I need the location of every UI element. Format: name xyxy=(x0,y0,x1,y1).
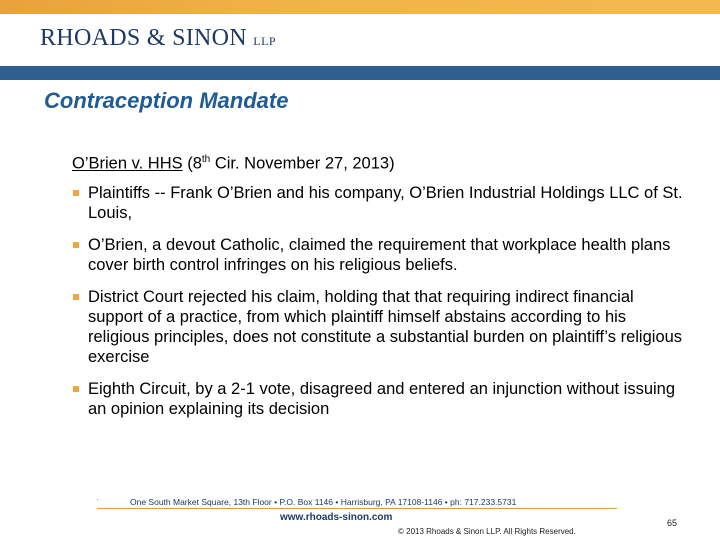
case-court-date: Cir. November 27, 2013) xyxy=(210,154,395,173)
list-item xyxy=(73,235,688,275)
bullet-text: Eighth Circuit, by a 2-1 vote, disagreed and entered an injunction without issuing an opinion explaining its decision xyxy=(88,380,676,418)
square-bullet-icon xyxy=(73,190,79,196)
footer-address: One South Market Square, 13th Floor • P.O. Box 1146 • Harrisburg, PA 17108-1146 • ph: 717.233.5731 xyxy=(130,497,517,507)
footer-dot: · xyxy=(96,495,99,504)
square-bullet-icon xyxy=(73,242,79,248)
slide-title: Contraception Mandate xyxy=(44,88,289,113)
footer-website-link[interactable]: www.rhoads-sinon.com xyxy=(280,512,393,523)
logo-part-1: RHOADS xyxy=(40,25,141,51)
logo-part-2: SINON xyxy=(172,25,247,51)
list-item xyxy=(73,183,688,223)
case-citation xyxy=(72,154,395,174)
square-bullet-icon xyxy=(73,386,79,392)
footer-divider xyxy=(97,508,617,509)
case-name: O’Brien v. HHS xyxy=(72,154,183,173)
bullet-text: District Court rejected his claim, holding that that requiring indirect financial support of a practice, from which plaintiff himself abstains according to his religious principles, does not constitute a substantial burden on plaintiff’s religious exercise xyxy=(88,288,683,366)
list-item xyxy=(73,379,688,419)
case-court-prefix: (8 xyxy=(182,154,202,173)
case-ordinal-suffix: th xyxy=(201,154,211,165)
bullet-list xyxy=(73,183,688,431)
bullet-text: Plaintiffs -- Frank O’Brien and his company, O’Brien Industrial Holdings LLC of St. Louis, xyxy=(88,184,683,222)
copyright-notice: © 2013 Rhoads & Sinon LLP. All Rights Reserved. xyxy=(398,527,576,536)
bullet-text: O’Brien, a devout Catholic, claimed the requirement that workplace health plans cover birth control infringes on his religious beliefs. xyxy=(88,236,671,274)
top-accent-stripe xyxy=(0,0,720,14)
header-bar xyxy=(0,66,720,80)
logo-ampersand: & xyxy=(146,25,166,51)
list-item xyxy=(73,287,688,367)
square-bullet-icon xyxy=(73,294,79,300)
firm-logo xyxy=(40,25,276,52)
page-number: 65 xyxy=(667,518,678,528)
logo-suffix: LLP xyxy=(253,34,277,48)
